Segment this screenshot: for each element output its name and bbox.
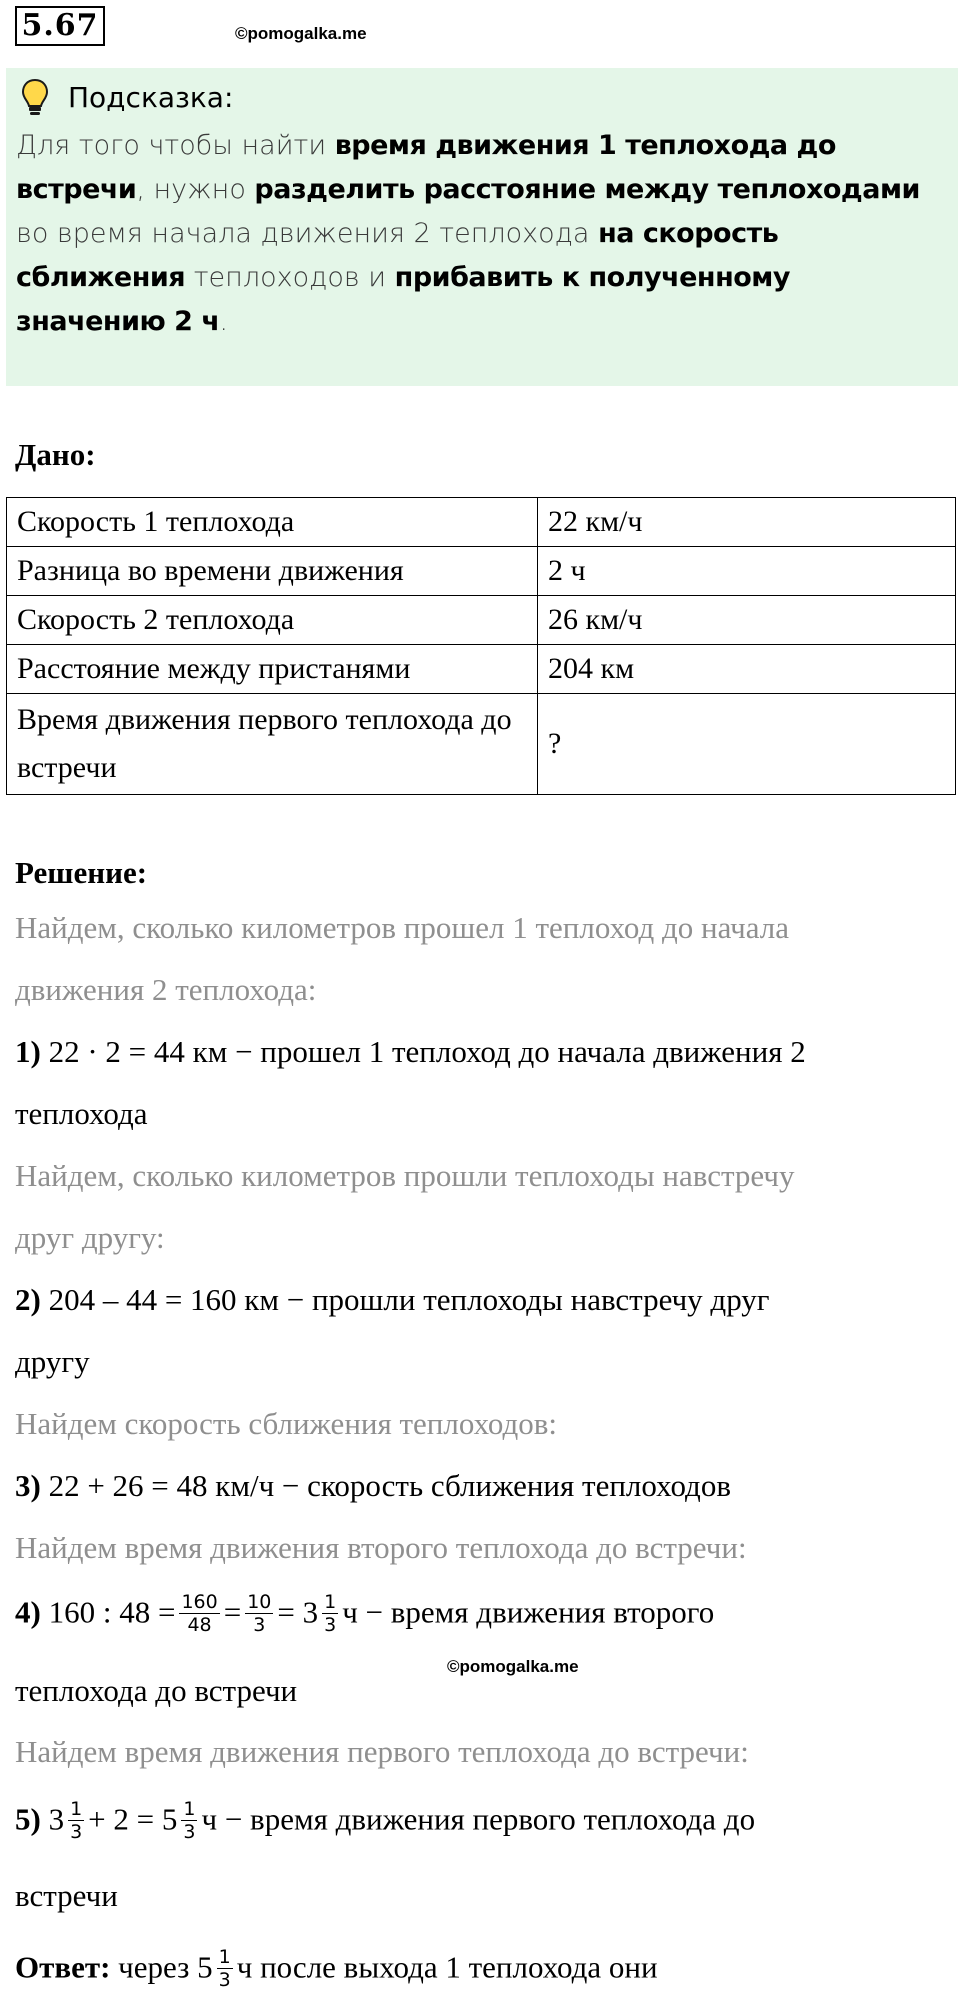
fraction-1-3: $\frac{1}{3}$ bbox=[218, 1946, 231, 1991]
fraction-1-3: $\frac{1}{3}$ bbox=[324, 1591, 337, 1636]
given-value: 2 ч bbox=[538, 547, 956, 596]
table-row bbox=[7, 547, 956, 596]
intro-3: Найдем скорость сближения теплоходов: bbox=[15, 1406, 558, 1441]
hint-plain: . bbox=[219, 306, 228, 337]
hint-plain: теплоходов и bbox=[185, 262, 395, 293]
watermark: ©pomogalka.me bbox=[235, 24, 367, 43]
intro-2-line-2: друг другу: bbox=[15, 1220, 165, 1255]
step-1-line-2: теплохода bbox=[15, 1096, 148, 1131]
intro-1-line-2: движения 2 теплохода: bbox=[15, 972, 317, 1007]
hint-plain: во время начала движения 2 теплохода bbox=[16, 218, 599, 249]
step-5-text-c: ч − время движения первого теплохода до bbox=[201, 1801, 756, 1837]
lightbulb-icon bbox=[20, 78, 50, 118]
given-value: 204 км bbox=[538, 645, 956, 694]
step-3-number: 3) bbox=[15, 1468, 41, 1503]
step-4-line-1 bbox=[15, 1593, 714, 1638]
step-3-text: 22 + 26 = 48 км/ч − скорость сближения теплоходов bbox=[40, 1468, 731, 1503]
hint-emphasis: разделить расстояние между теплоходами bbox=[254, 174, 920, 205]
step-2-line-1 bbox=[15, 1282, 770, 1318]
table-row bbox=[7, 694, 956, 795]
step-4-equals-1: = bbox=[223, 1594, 242, 1630]
step-5-text-b: + 2 = 5 bbox=[88, 1801, 178, 1837]
hint-panel bbox=[6, 68, 958, 386]
intro-1-line-1: Найдем, сколько километров прошел 1 теплоход до начала bbox=[15, 910, 790, 945]
given-table bbox=[6, 497, 956, 795]
fraction-1-3: $\frac{1}{3}$ bbox=[183, 1798, 196, 1843]
intro-5: Найдем время движения первого теплохода до встречи: bbox=[15, 1734, 749, 1769]
hint-text bbox=[16, 124, 946, 344]
task-number: 5.67 bbox=[15, 6, 105, 46]
fraction-1-3: $\frac{1}{3}$ bbox=[70, 1798, 83, 1843]
fraction-160-48: $\frac{160}{48}$ bbox=[181, 1591, 218, 1636]
hint-emphasis: время движения 1 теплохода до встречи bbox=[16, 130, 836, 205]
given-heading: Дано: bbox=[15, 437, 96, 472]
solution-heading: Решение: bbox=[15, 855, 148, 890]
given-value: 22 км/ч bbox=[538, 498, 956, 547]
hint-plain: , нужно bbox=[136, 174, 255, 205]
hint-emphasis: прибавить к полученному значению 2 ч bbox=[16, 262, 790, 337]
step-1-number: 1) bbox=[15, 1034, 41, 1069]
hint-plain: Для того чтобы найти bbox=[16, 130, 335, 161]
step-4-text-b: ч − время движения второго bbox=[342, 1594, 715, 1630]
intro-2-line-1: Найдем, сколько километров прошли теплоходы навстречу bbox=[15, 1158, 795, 1193]
table-row bbox=[7, 498, 956, 547]
step-5-line-2: встречи bbox=[15, 1878, 118, 1913]
step-2-number: 2) bbox=[15, 1282, 41, 1317]
given-label: Скорость 2 теплохода bbox=[7, 596, 538, 645]
table-row bbox=[7, 645, 956, 694]
step-4-text-a: 160 : 48 = bbox=[40, 1594, 176, 1630]
step-5-number: 5) bbox=[15, 1801, 41, 1837]
fraction-10-3: $\frac{10}{3}$ bbox=[247, 1591, 272, 1636]
step-4-equals-2: = 3 bbox=[277, 1594, 319, 1630]
step-4-number: 4) bbox=[15, 1594, 41, 1630]
watermark-middle: ©pomogalka.me bbox=[447, 1657, 579, 1676]
answer-label: Ответ: bbox=[15, 1949, 111, 1985]
given-label: Время движения первого теплохода до встречи bbox=[7, 694, 538, 795]
given-value: ? bbox=[538, 694, 956, 795]
step-1-text: 22 · 2 = 44 км − прошел 1 теплоход до начала движения 2 bbox=[40, 1034, 806, 1069]
hint-emphasis: на скорость сближения bbox=[16, 218, 779, 293]
step-4-line-2: теплохода до встречи bbox=[15, 1673, 298, 1708]
given-value: 26 км/ч bbox=[538, 596, 956, 645]
step-5-line-1 bbox=[15, 1800, 755, 1845]
step-5-text-a: 3 bbox=[40, 1801, 65, 1837]
step-3-line bbox=[15, 1468, 731, 1504]
step-2-text: 204 – 44 = 160 км − прошли теплоходы навстречу друг bbox=[40, 1282, 770, 1317]
step-2-line-2: другу bbox=[15, 1344, 90, 1379]
answer-text-b: ч после выхода 1 теплохода они bbox=[236, 1949, 658, 1985]
given-label: Разница во времени движения bbox=[7, 547, 538, 596]
answer-line bbox=[15, 1948, 658, 1993]
answer-text-a: через 5 bbox=[110, 1949, 213, 1985]
table-row bbox=[7, 596, 956, 645]
hint-title: Подсказка: bbox=[68, 81, 234, 114]
given-label: Скорость 1 теплохода bbox=[7, 498, 538, 547]
step-1-line-1 bbox=[15, 1034, 806, 1070]
given-label: Расстояние между пристанями bbox=[7, 645, 538, 694]
intro-4: Найдем время движения второго теплохода до встречи: bbox=[15, 1530, 747, 1565]
